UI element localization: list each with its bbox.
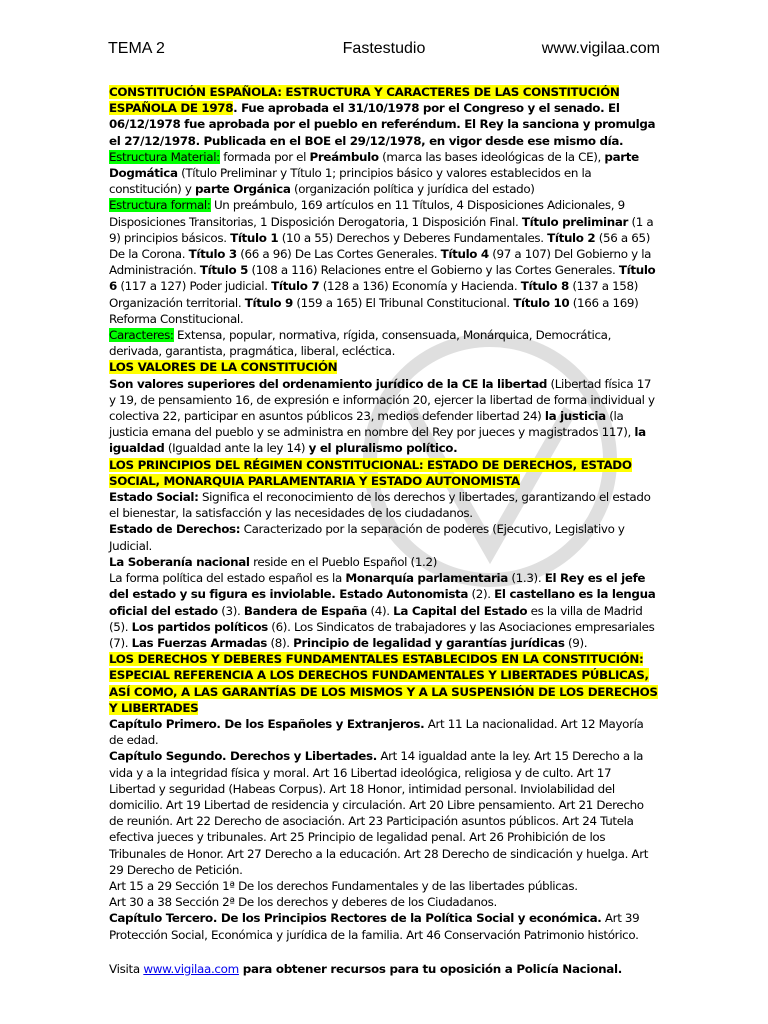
page-footer bbox=[109, 962, 669, 976]
valores-bold-2: la justicia bbox=[544, 409, 606, 424]
section-heading-derechos: LOS DERECHOS Y DEBERES FUNDAMENTALES ESTABLECIDOS EN LA CONSTITUCIÓN: ESPECIAL REFERENCIA A LOS DERECHOS FUNDAMENTALES Y LIBERTADES PÚBLICAS, ASÍ COMO, A LAS GARANTÍAS DE LOS MISMOS Y A LA SUSPENSIÓN DE LOS DERECHOS Y LIBERTADES bbox=[109, 652, 658, 715]
footer-suffix: para obtener recursos para tu oposición a Policía Nacional. bbox=[238, 962, 622, 976]
ef-b1: Título preliminar bbox=[521, 214, 629, 229]
fp-t7: (6). Los Sindicatos de trabajadores y las Asociaciones empresariales (7). bbox=[109, 619, 655, 650]
ef-t5: (66 a 96) De Las Cortes Generales. bbox=[236, 247, 441, 262]
header-topic: TEMA 2 bbox=[108, 40, 165, 57]
capitulo-tercero-text: Art 39 Protección Social, Económica y jurídica de la familia. Art 46 Conservación Patrimonio histórico. bbox=[109, 911, 640, 942]
estructura-material-label: Estructura Material: bbox=[109, 149, 220, 164]
estado-derechos-text: Caracterizado por la separación de poderes (Ejecutivo, Legislativo y Judicial. bbox=[109, 522, 625, 553]
fp-t5: (4). bbox=[367, 603, 394, 618]
fp-b4: Bandera de España bbox=[243, 603, 368, 618]
valores-bold-3: la igualdad bbox=[109, 425, 646, 456]
estructura-formal-label: Estructura formal: bbox=[109, 198, 211, 213]
ef-t3: (10 a 55) Derechos y Deberes Fundamentales. bbox=[278, 230, 548, 245]
ef-b2: Título 1 bbox=[230, 230, 279, 245]
fp-b8: Principio de legalidad y garantías jurídicas bbox=[293, 635, 565, 650]
valores-paragraph bbox=[109, 376, 659, 457]
section-heading-structure: CONSTITUCIÓN ESPAÑOLA: ESTRUCTURA Y CARACTERES DE LAS CONSTITUCIÓN ESPAÑOLA DE 1978 bbox=[109, 85, 620, 116]
estado-derechos-paragraph bbox=[109, 521, 659, 553]
fp-t8: (8). bbox=[267, 635, 294, 650]
estructura-material-bold-1: Preámbulo bbox=[309, 149, 379, 164]
header-website: www.vigilaa.com bbox=[541, 40, 660, 57]
document-body bbox=[109, 84, 659, 943]
fp-t3: (2). bbox=[468, 587, 495, 602]
forma-politica-paragraph bbox=[109, 570, 659, 651]
estructura-material-bold-3: parte Orgánica bbox=[195, 182, 291, 197]
section-heading-principios: LOS PRINCIPIOS DEL RÉGIMEN CONSTITUCIONAL: ESTADO DE DERECHOS, ESTADO SOCIAL, MONARQUIA PARLAMENTARIA Y ESTADO AUTONOMISTA bbox=[109, 457, 632, 488]
caracteres-label: Caracteres: bbox=[109, 328, 174, 343]
ef-b10: Título 9 bbox=[244, 295, 293, 310]
ef-t6: (97 a 107) Del Gobierno y la Administración. bbox=[109, 247, 652, 278]
ef-t9: (128 a 136) Economía y Hacienda. bbox=[319, 279, 521, 294]
capitulo-tercero-paragraph bbox=[109, 910, 659, 942]
fp-b5: La Capital del Estado bbox=[393, 603, 528, 618]
ef-t2: (1 a 9) principios básicos. bbox=[109, 214, 654, 245]
capitulo-segundo-paragraph bbox=[109, 748, 659, 878]
fp-b7: Las Fuerzas Armadas bbox=[131, 635, 268, 650]
header-brand: Fastestudio bbox=[342, 40, 426, 57]
estado-derechos-label: Estado de Derechos: bbox=[109, 522, 241, 537]
ef-b3: Título 2 bbox=[547, 230, 596, 245]
fp-t1: La forma política del estado español es la bbox=[109, 571, 346, 586]
estructura-material-bold-2: parte Dogmática bbox=[109, 149, 639, 181]
ef-b4: Título 3 bbox=[188, 247, 237, 262]
capitulo-tercero-title: Capítulo Tercero. De los Principios Rectores de la Política Social y económica. bbox=[109, 911, 602, 926]
fp-t6: es la villa de Madrid (5). bbox=[109, 603, 643, 634]
valores-bold-4: y el pluralismo político. bbox=[308, 441, 458, 456]
capitulo-primero-text: Art 11 La nacionalidad. Art 12 Mayoría de edad. bbox=[109, 716, 644, 748]
soberania-paragraph bbox=[109, 554, 659, 570]
section-heading-valores: LOS VALORES DE LA CONSTITUCIÓN bbox=[109, 360, 338, 375]
ef-t7: (108 a 116) Relaciones entre el Gobierno y las Cortes Generales. bbox=[248, 263, 619, 278]
capitulo-primero-title: Capítulo Primero. De los Españoles y Extranjeros. bbox=[109, 716, 425, 731]
caracteres-text: Extensa, popular, normativa, rígida, consensuada, Monárquica, Democrática, derivada, garantista, pragmática, liberal, ecléctica. bbox=[109, 328, 612, 359]
seccion-2-line: Art 30 a 38 Sección 2ª De los derechos y deberes de los Ciudadanos. bbox=[109, 895, 497, 910]
ef-b7: Título 6 bbox=[109, 263, 656, 294]
estructura-material-text-1: formada por el bbox=[219, 149, 310, 164]
fp-t9: (9). bbox=[564, 635, 588, 650]
ef-b9: Título 8 bbox=[520, 279, 569, 294]
ef-b11: Título 10 bbox=[513, 295, 570, 310]
capitulo-segundo-title: Capítulo Segundo. Derechos y Libertades. bbox=[109, 749, 377, 764]
capitulo-primero-paragraph bbox=[109, 716, 659, 748]
capitulo-segundo-text: Art 14 igualdad ante la ley. Art 15 Derecho a la vida y a la integridad física y moral. Art 16 Libertad ideológica, religiosa y de culto. Art 17 Libertad y seguridad (Habeas Corpus). Art 18 Honor, intimidad personal. Inviolabilidad del domicilio. Art 19 Libertad de residencia y circulación. Art 20 Libre pensamiento. Art 21 Derecho de reunión. Art 22 Derecho de asociación. Art 23 Participación asuntos públicos. Art 24 Tutela efectiva jueces y tribunales. Art 25 Principio de legalidad penal. Art 26 Prohibición de los Tribunales de Honor. Art 27 Derecho a la educación. Art 28 Derecho de sindicación y huelga. Art 29 Derecho de Petición. bbox=[109, 749, 649, 877]
ef-b5: Título 4 bbox=[440, 247, 489, 262]
valores-text-2: (la justicia emana del pueblo y se administra en nombre del Rey por jueces y magistrados 117), bbox=[109, 409, 635, 440]
estructura-material-text-3: (Título Preliminar y Título 1; principios básico y valores establecidos en la constitución) y bbox=[109, 166, 592, 197]
ef-t12: (166 a 169) Reforma Constitucional. bbox=[109, 295, 639, 326]
fp-b3: El castellano es la lengua oficial del estado bbox=[109, 587, 656, 618]
caracteres-paragraph bbox=[109, 327, 659, 359]
fp-b2: El Rey es el jefe del estado y su figura es inviolable. Estado Autonomista bbox=[109, 571, 646, 602]
valores-bold-1: Son valores superiores del ordenamiento jurídico de la CE la libertad bbox=[109, 376, 548, 391]
fp-b1: Monarquía parlamentaria bbox=[345, 571, 508, 586]
ef-b6: Título 5 bbox=[199, 263, 249, 278]
intro-paragraph bbox=[109, 84, 659, 149]
estado-social-text: Significa el reconocimiento de los derechos y libertades, garantizando el estado el bienestar, la satisfacción y las necesidades de los ciudadanos. bbox=[109, 490, 651, 521]
footer-website-link[interactable]: www.vigilaa.com bbox=[143, 962, 239, 976]
derechos-heading-line bbox=[109, 651, 659, 716]
estado-social-paragraph bbox=[109, 489, 659, 521]
intro-text: . Fue aprobada el 31/10/1978 por el Congreso y el senado. El 06/12/1978 fue aprobada por el pueblo en referéndum. El Rey la sanciona y promulga el 27/12/1978. Publicada en el BOE el 29/12/1978, en vigor desde ese mismo día. bbox=[109, 101, 656, 148]
fp-b6: Los partidos políticos bbox=[131, 619, 268, 634]
estado-social-label: Estado Social: bbox=[109, 490, 199, 505]
estructura-formal-paragraph bbox=[109, 197, 659, 327]
ef-t4: (56 a 65) De la Corona. bbox=[109, 230, 650, 262]
ef-t1: Un preámbulo, 169 artículos en 11 Títulos, 4 Disposiciones Adicionales, 9 Disposiciones Transitorias, 1 Disposición Derogatoria, 1 Disposición Final. bbox=[109, 198, 625, 229]
principios-heading-line bbox=[109, 457, 659, 489]
footer-prefix: Visita bbox=[109, 962, 144, 976]
soberania-text: reside en el Pueblo Español (1.2) bbox=[249, 554, 437, 569]
valores-text-1: (Libertad física 17 y 19, de pensamiento 16, de expresión e información 20, ejercer la libertad de forma individual y colectiva 22, participar en asuntos públicos 23, medios defender libertad 24) bbox=[109, 376, 655, 424]
valores-text-3: (Igualdad ante la ley 14) bbox=[164, 441, 309, 456]
ef-b8: Título 7 bbox=[271, 279, 320, 294]
fp-t2: (1.3). bbox=[507, 571, 545, 586]
estructura-material-text-4: (organización política y jurídica del estado) bbox=[290, 182, 535, 197]
seccion-1-line: Art 15 a 29 Sección 1ª De los derechos Fundamentales y de las libertades públicas. bbox=[109, 878, 578, 893]
soberania-bold: La Soberanía nacional bbox=[109, 554, 250, 569]
ef-t11: (159 a 165) El Tribunal Constitucional. bbox=[292, 295, 514, 310]
ef-t8: (117 a 127) Poder judicial. bbox=[116, 279, 272, 294]
estructura-material-paragraph bbox=[109, 149, 659, 198]
page-header bbox=[108, 40, 660, 62]
valores-heading-line bbox=[109, 359, 659, 375]
ef-t10: (137 a 158) Organización territorial. bbox=[109, 279, 639, 310]
fp-t4: (3). bbox=[217, 603, 244, 618]
estructura-material-text-2: (marca las bases ideológicas de la CE), bbox=[378, 149, 605, 164]
